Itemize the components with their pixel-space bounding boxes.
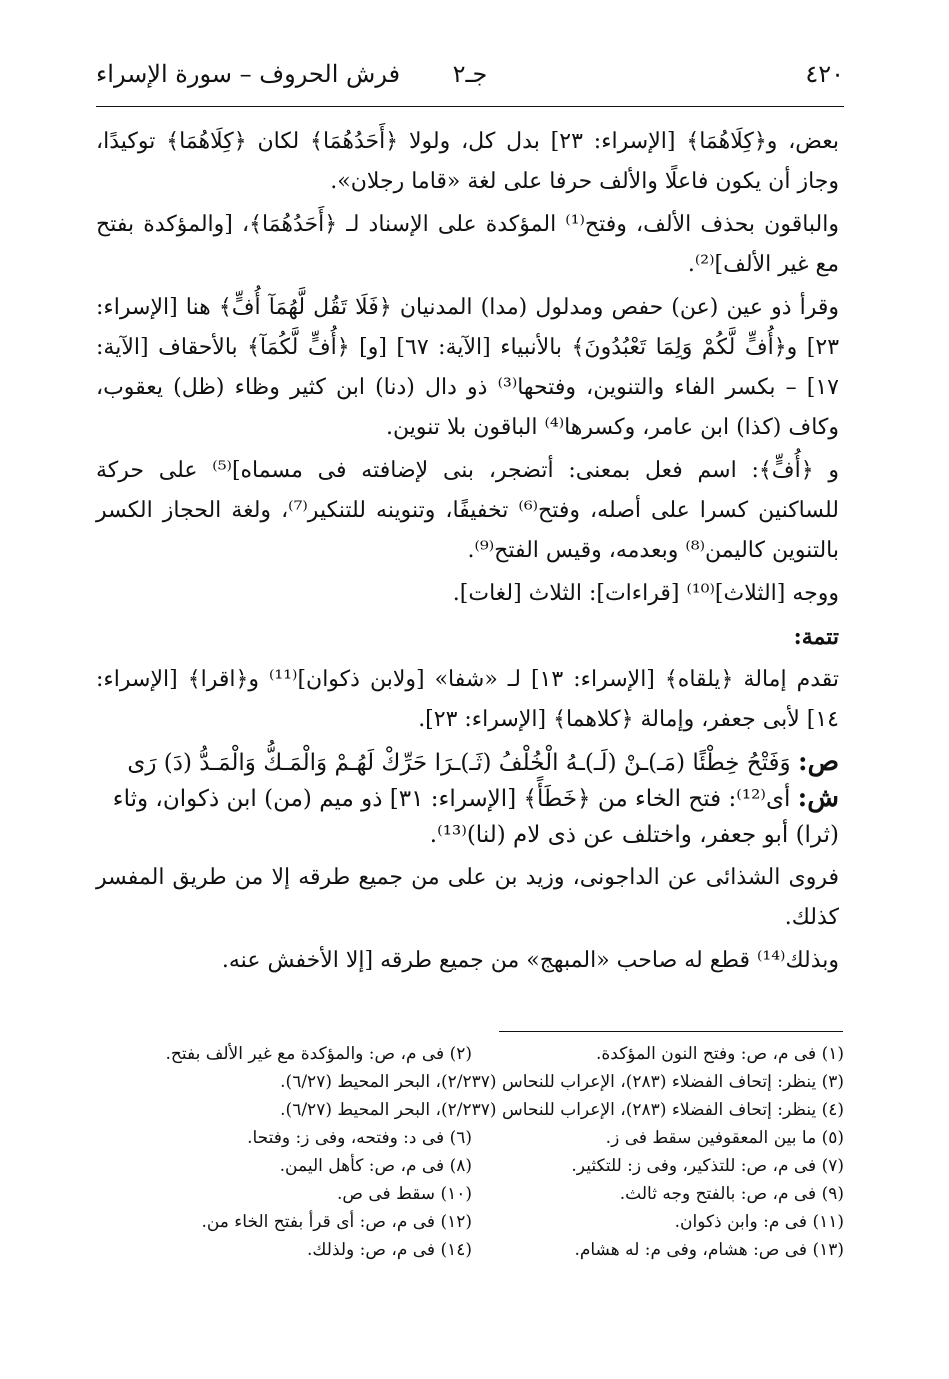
footnote: (٣) ينظر: إتحاف الفضلاء (٢٨٣)، الإعراب للنحاس (٢/٢٣٧)، البحر المحيط (٦/٢٧). <box>280 1072 844 1092</box>
paragraph-5: ووجه [الثلاث]⁽¹⁰⁾ [قراءات]: الثلاث [لغات]. <box>452 581 839 606</box>
commentary-text: أى⁽¹²⁾: فتح الخاء من ﴿خَطَأً﴾ [الإسراء: ٣١] ذو ميم (من) ابن ذكوان، وثاء (ثرا) أبو جعفر، واختلف عن ذى لام (لنا)⁽¹³⁾. <box>112 786 839 848</box>
footnotes <box>96 1040 844 1264</box>
footnote-row <box>96 1096 844 1124</box>
footnote: (٦) فى د: وفتحه، وفى ز: وفتحا. <box>247 1128 472 1148</box>
footnote: (١٤) فى م، ص: ولذلك. <box>307 1240 472 1260</box>
volume-label: جـ٢ <box>452 60 488 88</box>
footnote: (١١) فى م: وابن ذكوان. <box>674 1212 844 1232</box>
footnote-row <box>96 1152 844 1180</box>
footnote: (١٠) سقط فى ص. <box>337 1184 472 1204</box>
footnote: (٢) فى م، ص: والمؤكدة مع غير الألف بفتح. <box>165 1044 472 1064</box>
page-header <box>96 60 844 100</box>
paragraph-6: تقدم إمالة ﴿يلقاه﴾ [الإسراء: ١٣] لـ «شفا» [ولابن ذكوان]⁽¹¹⁾ و﴿اقرا﴾ [الإسراء: ١٤] لأبى جعفر، وإمالة ﴿كلاهما﴾ [الإسراء: ٢٣]. <box>96 667 839 732</box>
commentary-marker: ش: <box>797 783 839 813</box>
poem-verse <box>96 744 839 848</box>
paragraph-4: و ﴿أُفٍّ﴾: اسم فعل بمعنى: أتضجر، بنى لإضافته فى مسماه]⁽⁵⁾ على حركة للساكنين كسرا على أصله، وفتح⁽⁶⁾ تخفيفًا، وتنوينه للتنكير⁽⁷⁾، ولغة الحجاز الكسر بالتنوين كاليمن⁽⁸⁾ وبعدمه، وقيس الفتح⁽⁹⁾. <box>96 458 839 563</box>
footnote: (١) فى م، ص: وفتح النون المؤكدة. <box>595 1044 844 1064</box>
footnote-row <box>96 1180 844 1208</box>
footnote: (٧) فى م، ص: للتذكير، وفى ز: للتكثير. <box>571 1156 844 1176</box>
footnote-row <box>96 1124 844 1152</box>
paragraph-8: فروى الشذائى عن الداجونى، وزيد بن على من جميع طرقه إلا من طريق المفسر كذلك. <box>96 865 839 930</box>
footnote: (٩) فى م، ص: بالفتح وجه ثالث. <box>619 1184 844 1204</box>
paragraph-9: وبذلك⁽¹⁴⁾ قطع له صاحب «المبهج» من جميع طرقه [إلا الأخفش عنه. <box>221 948 839 973</box>
footnote-row <box>96 1040 844 1068</box>
section-heading: تتمة: <box>793 624 839 650</box>
running-title: فرش الحروف – سورة الإسراء <box>96 60 401 88</box>
paragraph-1: بعض، و﴿كِلَاهُمَا﴾ [الإسراء: ٢٣] بدل كل، ولولا ﴿أَحَدُهُمَا﴾ لكان ﴿كِلَاهُمَا﴾ توكيدًا، وجاز أن يكون فاعلًا والألف حرفا على لغة «قاما رجلان». <box>96 129 840 194</box>
verse-marker: ص: <box>797 747 839 777</box>
paragraph-3: وقرأ ذو عين (عن) حفص ومدلول (مدا) المدنيان ﴿فَلَا تَقُل لَّهُمَآ أُفٍّ﴾ هنا [الإسراء: ٢٣] و﴿أُفٍّ لَّكُمْ وَلِمَا تَعْبُدُونَ﴾ بالأنبياء [الآية: ٦٧] [و] ﴿أُفٍّ لَّكُمَآ﴾ بالأحقاف [الآية: ١٧] – بكسر الفاء والتنوين، وفتحها⁽³⁾ ذو دال (دنا) ابن كثير وظاء (ظل) يعقوب، وكاف (كذا) ابن عامر، وكسرها⁽⁴⁾ الباقون بلا تنوين. <box>96 295 840 440</box>
verse-line <box>127 744 839 781</box>
footnote: (١٢) فى م، ص: أى قرأ بفتح الخاء من. <box>201 1212 472 1232</box>
footnote-rule <box>499 1031 843 1032</box>
paragraph-2: والباقون بحذف الألف، وفتح⁽¹⁾ المؤكدة على الإسناد لـ ﴿أَحَدُهُمَا﴾، [والمؤكدة بفتح مع غير الألف]⁽²⁾. <box>96 212 839 277</box>
footnote: (٤) ينظر: إتحاف الفضلاء (٢٨٣)، الإعراب للنحاس (٢/٢٣٧)، البحر المحيط (٦/٢٧). <box>280 1100 844 1120</box>
main-text <box>96 122 839 984</box>
footnote: (٨) فى م، ص: كأهل اليمن. <box>279 1156 472 1176</box>
footnote-row <box>96 1236 844 1264</box>
footnote: (٥) ما بين المعقوفين سقط فى ز. <box>605 1128 844 1148</box>
footnote: (١٣) فى ص: هشام، وفى م: له هشام. <box>574 1240 844 1260</box>
header-rule <box>96 106 844 107</box>
footnote-row <box>96 1068 844 1096</box>
footnote-row <box>96 1208 844 1236</box>
verse-text: وَفَتْحُ خِطْئًا (مَـ)ـنْ (لَـ)ـهُ الْخُلْفُ (ثَـ)ـرَا حَرِّكْ لَهُـمْ وَالْمَـكُّ وَالْمَـدُّ (دَ) رَى <box>127 750 791 776</box>
commentary-line <box>96 780 839 853</box>
page-number: ٤٢٠ <box>805 60 844 88</box>
